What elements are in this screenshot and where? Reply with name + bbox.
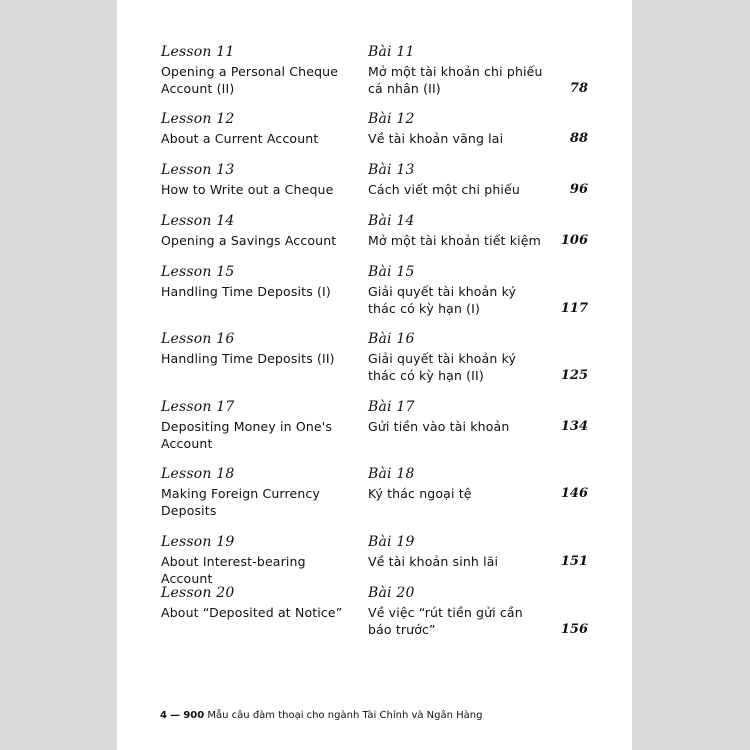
lesson-title-vi: Mở một tài khoản chi phiếu cá nhân (II) <box>368 64 543 96</box>
lesson-title-en: About Interest-bearing Account <box>161 554 306 586</box>
bai-number: Bài 12 <box>368 111 415 127</box>
bai-number: Bài 14 <box>368 213 415 229</box>
bai-number: Bài 13 <box>368 162 415 178</box>
bai-number: Bài 15 <box>368 264 415 280</box>
lesson-title-vi: Gửi tiền vào tài khoản <box>368 419 510 434</box>
bai-number: Bài 16 <box>368 331 415 347</box>
lesson-title-vi: Giải quyết tài khoản ký thác có kỳ hạn (I) <box>368 284 517 316</box>
lesson-title-en: Handling Time Deposits (I) <box>161 284 331 299</box>
lesson-number: Lesson 15 <box>161 264 235 280</box>
lesson-title-en: About a Current Account <box>161 131 319 146</box>
book-page <box>117 0 632 750</box>
page-number: 156 <box>560 622 588 637</box>
bai-number: Bài 19 <box>368 534 415 550</box>
bai-number: Bài 17 <box>368 399 415 415</box>
lesson-title-en: Opening a Savings Account <box>161 233 337 248</box>
lesson-title-en: How to Write out a Cheque <box>161 182 334 197</box>
lesson-title-vi: Về tài khoản sinh lãi <box>368 554 499 569</box>
page-number: 134 <box>560 419 588 434</box>
lesson-title-vi: Giải quyết tài khoản ký thác có kỳ hạn (II) <box>368 351 517 383</box>
lesson-number: Lesson 16 <box>161 331 235 347</box>
footer-page-number: 4 <box>160 710 167 721</box>
footer-book-number: 900 <box>183 710 205 721</box>
page-number: 106 <box>560 233 588 248</box>
footer-book-title: Mẫu câu đàm thoại cho ngành Tài Chính và Ngân Hàng <box>207 710 483 721</box>
page-number: 88 <box>569 131 588 146</box>
lesson-title-en: About “Deposited at Notice” <box>161 605 343 620</box>
lesson-title-vi: Cách viết một chi phiếu <box>368 182 520 197</box>
lesson-number: Lesson 11 <box>161 44 235 60</box>
page-number: 125 <box>560 368 588 383</box>
lesson-number: Lesson 14 <box>161 213 235 229</box>
page-number: 151 <box>560 554 588 569</box>
lesson-number: Lesson 17 <box>161 399 235 415</box>
lesson-title-vi: Ký thác ngoại tệ <box>368 486 472 501</box>
lesson-title-vi: Về việc “rút tiền gửi cần báo trước” <box>368 605 523 637</box>
lesson-title-vi: Về tài khoản vãng lai <box>368 131 504 146</box>
bai-number: Bài 11 <box>368 44 415 60</box>
page-footer <box>160 710 483 721</box>
lesson-title-en: Depositing Money in One's Account <box>161 419 333 451</box>
page-number: 96 <box>569 182 588 197</box>
lesson-title-en: Opening a Personal Cheque Account (II) <box>161 64 339 96</box>
bai-number: Bài 18 <box>368 466 415 482</box>
footer-dash: — <box>170 710 181 721</box>
lesson-title-vi: Mở một tài khoản tiết kiệm <box>368 233 541 248</box>
page-number: 78 <box>569 81 588 96</box>
page-number: 117 <box>560 301 588 316</box>
lesson-number: Lesson 18 <box>161 466 235 482</box>
lesson-number: Lesson 13 <box>161 162 235 178</box>
lesson-title-en: Making Foreign Currency Deposits <box>161 486 321 518</box>
lesson-number: Lesson 20 <box>161 585 235 601</box>
page-number: 146 <box>560 486 588 501</box>
lesson-title-en: Handling Time Deposits (II) <box>161 351 335 366</box>
lesson-number: Lesson 12 <box>161 111 235 127</box>
bai-number: Bài 20 <box>368 585 415 601</box>
lesson-number: Lesson 19 <box>161 534 235 550</box>
